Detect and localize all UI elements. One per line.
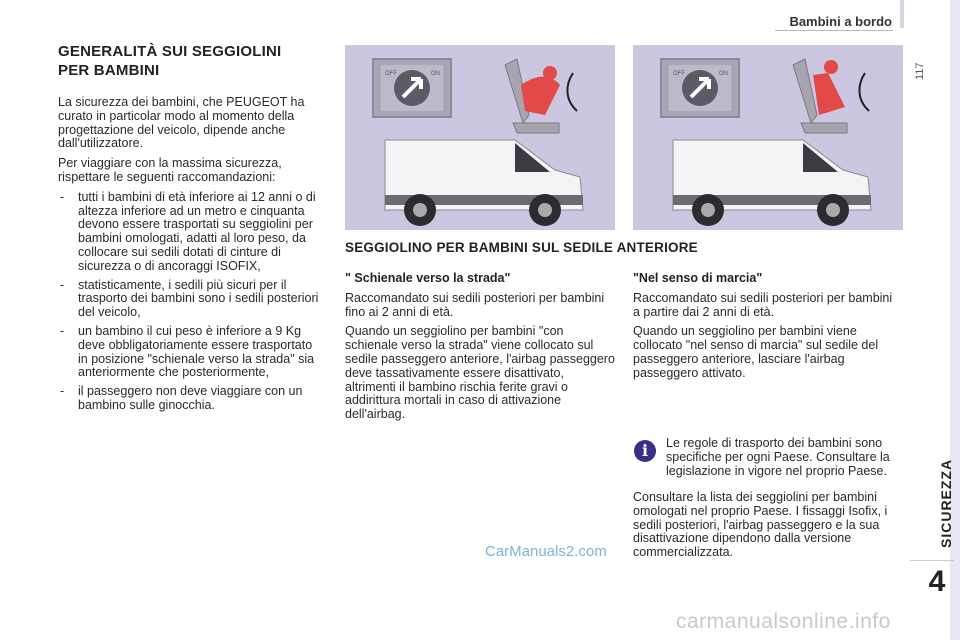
recommendation-list [58, 191, 323, 413]
heading-line-2: PER BAMBINI [58, 62, 160, 79]
rear-facing-p1: Raccomandato sui sedili posteriori per bambini fino ai 2 anni di età. [345, 290, 605, 319]
list-item: - un bambino il cui peso è inferiore a 9 Kg deve obbligatoriamente essere trasportato in posizione "schienale verso la strada" sia anteriormente che posteriormente, [58, 325, 323, 380]
section-label: SICUREZZA [938, 458, 954, 548]
chapter-divider [910, 560, 954, 561]
left-column [58, 42, 323, 418]
watermark-carmanuals2[interactable]: CarManuals2.com [485, 543, 607, 560]
page-number: 117 [914, 62, 926, 80]
list-item: - statisticamente, i sedili più sicuri per il trasporto dei bambini sono i sedili posteriori del veicolo, [58, 279, 323, 320]
forward-facing-p1: Raccomandato sui sedili posteriori per bambini a partire dai 2 anni di età. [633, 290, 893, 319]
info-icon: i [634, 440, 656, 462]
rear-facing-subhead: " Schienale verso la strada" [345, 271, 511, 285]
page-header-title: Bambini a bordo [789, 14, 892, 29]
airbag-off-label: OFF [385, 71, 397, 77]
list-item: - tutti i bambini di età inferiore ai 12 anni o di altezza inferiore ad un metro e cinquanta devono essere trasportati su seggiolini per bambini omologati, adatti al loro peso, da collocare sui sedili dotati di cinture di sicurezza o di ancoraggi ISOFIX, [58, 191, 323, 274]
forward-facing-subhead: "Nel senso di marcia" [633, 271, 763, 285]
forward-facing-van-svg [633, 45, 903, 230]
forward-facing-illustration [633, 45, 903, 230]
header-accent [900, 0, 904, 28]
front-seat-heading: SEGGIOLINO PER BAMBINI SUL SEDILE ANTERIORE [345, 240, 698, 255]
recommendation-intro: Per viaggiare con la massima sicurezza, rispettare le seguenti raccomandazioni: [58, 156, 282, 184]
list-item: - il passeggero non deve viaggiare con un bambino sulle ginocchia. [58, 385, 323, 413]
rear-facing-p2: Quando un seggiolino per bambini "con schienale verso la strada" viene collocato sul sedile passeggero anteriore, l'airbag passeggero deve tassativamente essere disattivato, altrimenti il bambino rischia ferite gravi o addirittura mortali in caso di attivazione dell'airbag. [345, 324, 615, 422]
chapter-number: 4 [928, 565, 946, 598]
airbag-on-label: ON [719, 71, 728, 77]
watermark-carmanualsonline[interactable]: carmanualsonline.info [676, 610, 891, 633]
forward-facing-p2: Quando un seggiolino per bambini viene collocato "nel senso di marcia" sul sedile del passeggero anteriore, lasciare l'airbag passeggero attivato. [633, 324, 879, 380]
forward-facing-column [633, 272, 901, 387]
intro-paragraph: La sicurezza dei bambini, che PEUGEOT ha curato in particolar modo al momento della progettazione del veicolo, dipende anche dall'utilizzatore. [58, 95, 305, 151]
info-note: Le regole di trasporto dei bambini sono specifiche per ogni Paese. Consultare la legislazione in vigore nel proprio Paese. [666, 436, 890, 478]
rear-facing-van-svg [345, 45, 615, 230]
info-paragraph: Consultare la lista dei seggiolini per bambini omologati nel proprio Paese. I fissaggi Isofix, i sedili posteriori, l'airbag passeggero e la sua disattivazione dipendono dalla versione commercializzata. [633, 490, 888, 560]
heading-line-1: GENERALITÀ SUI SEGGIOLINI [58, 43, 282, 60]
rear-facing-column [345, 272, 615, 428]
section-heading [58, 42, 323, 80]
airbag-on-label: ON [431, 71, 440, 77]
airbag-off-label: OFF [673, 71, 685, 77]
rear-facing-illustration [345, 45, 615, 230]
header-divider [775, 30, 893, 31]
